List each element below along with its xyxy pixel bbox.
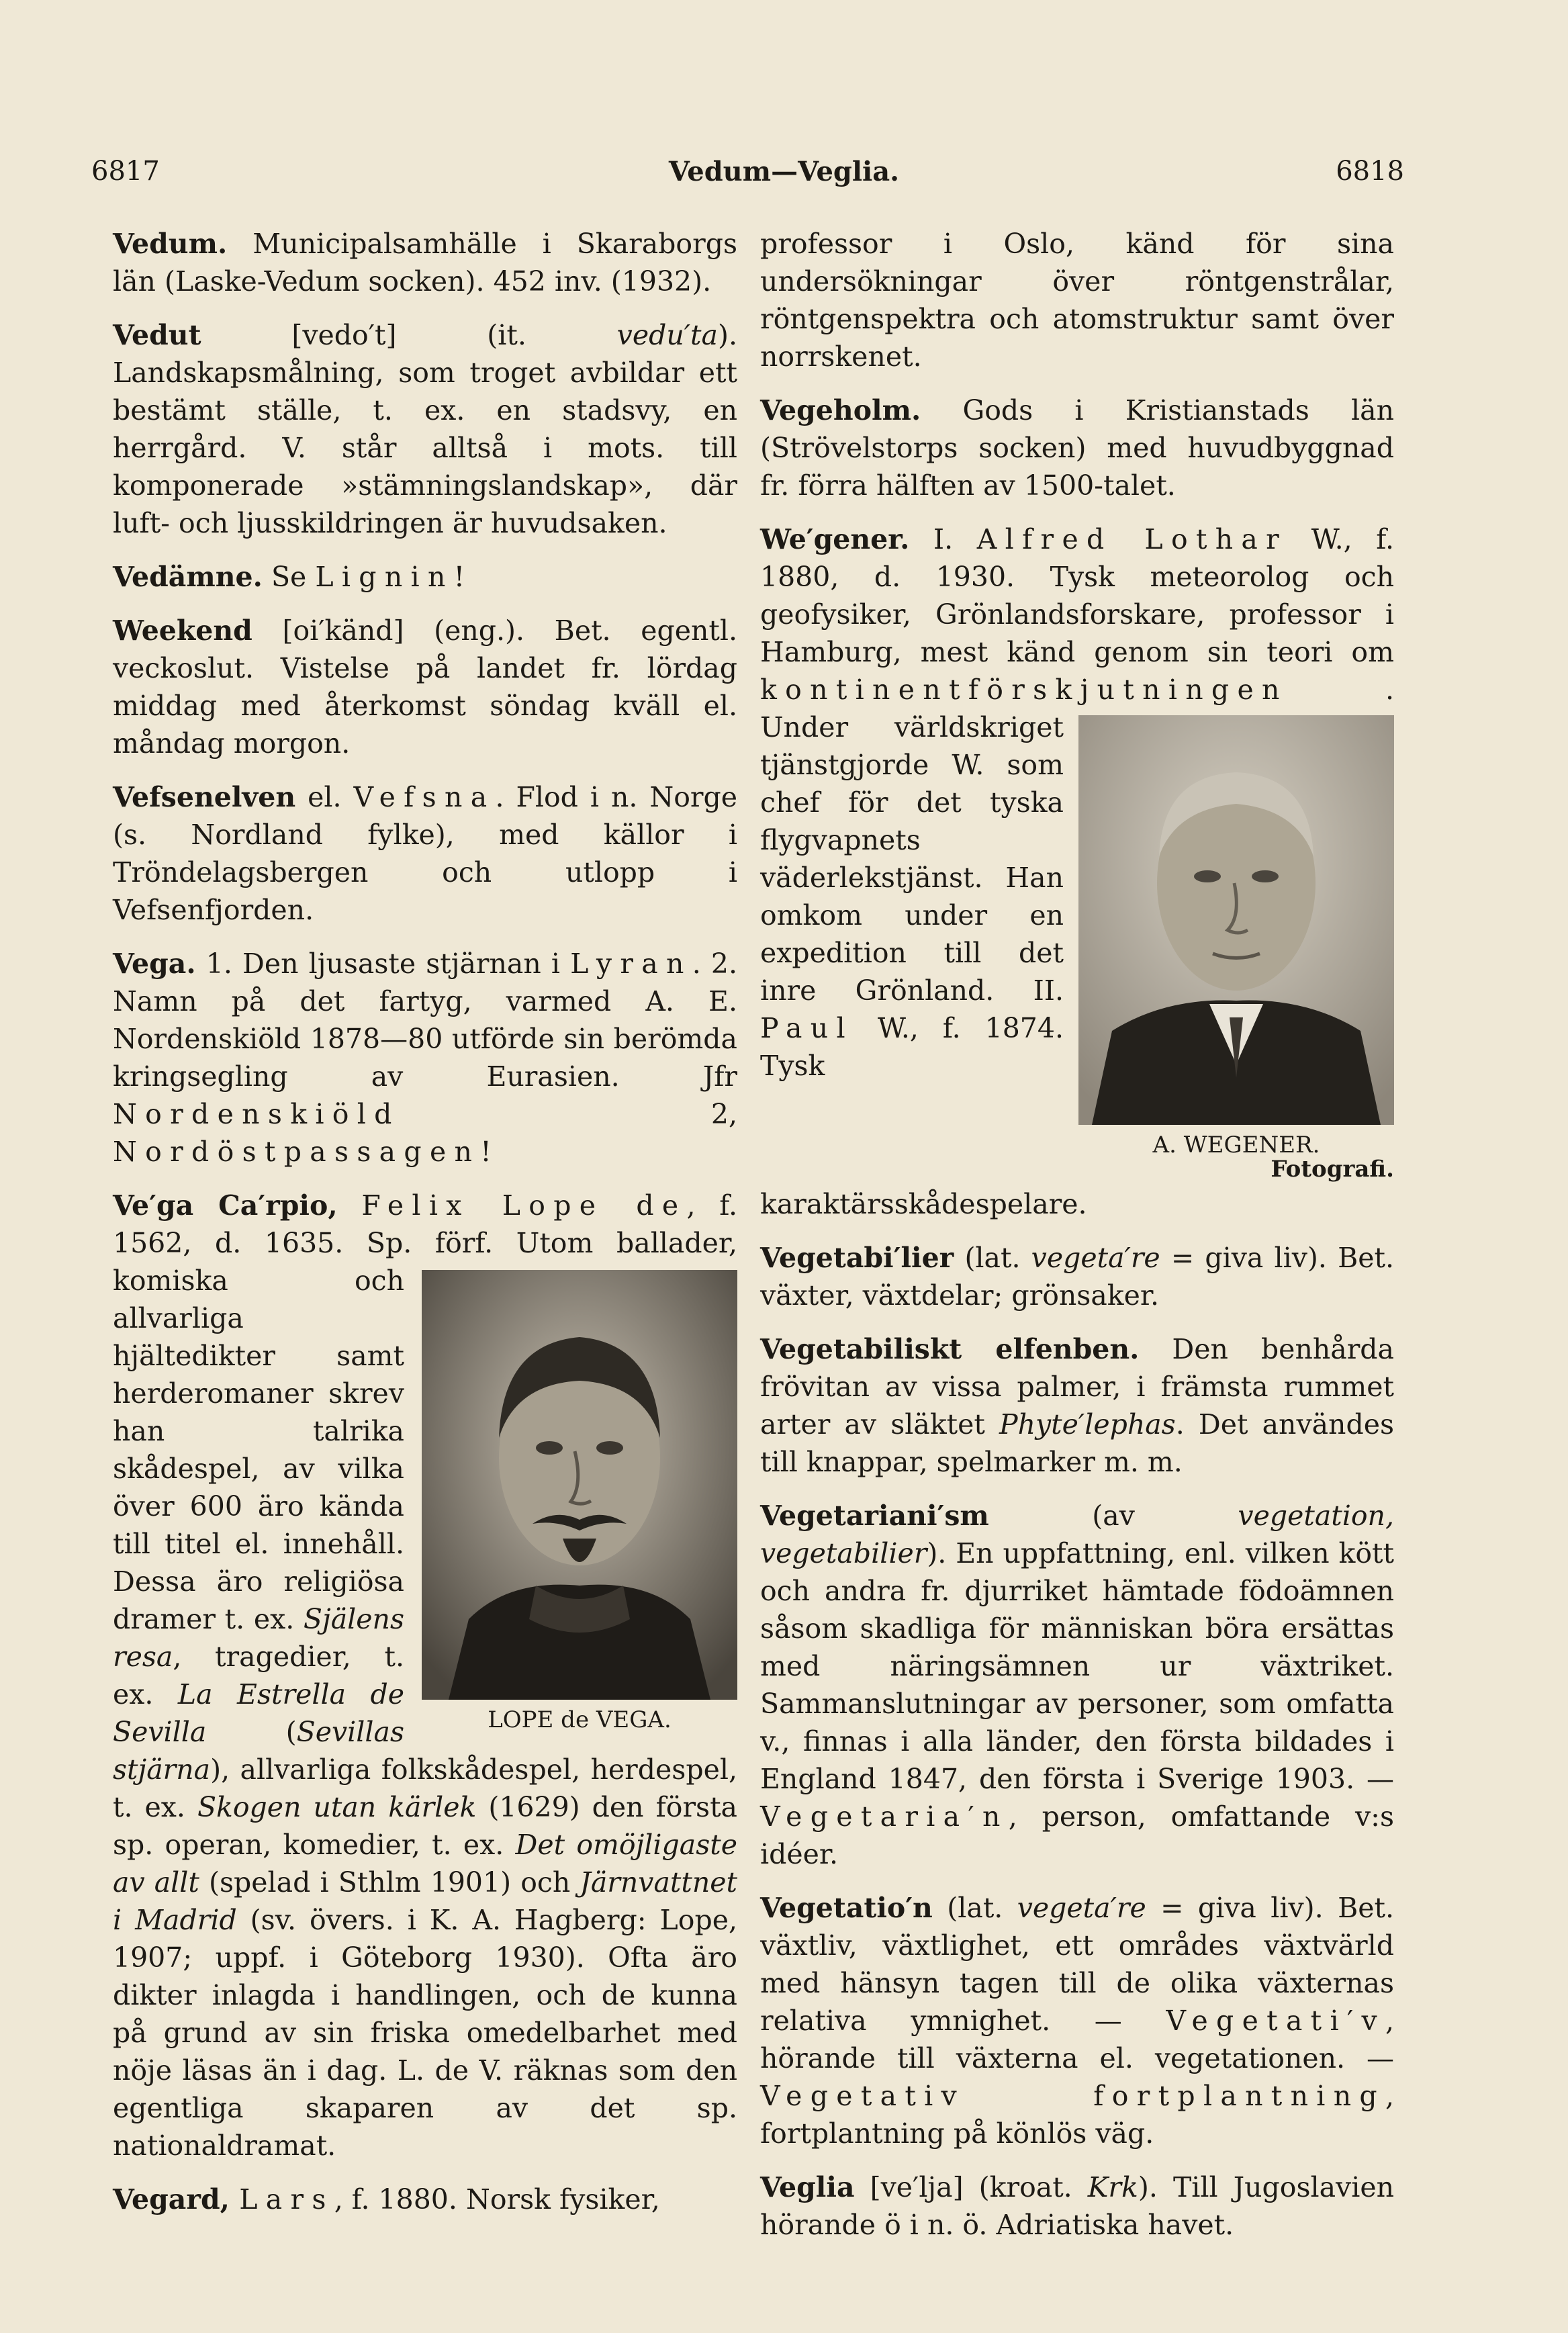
spaced-term: Vefsna bbox=[353, 781, 496, 813]
entry-vedamne bbox=[113, 558, 737, 596]
entry-text: ), allvarliga folkskådespel, herdespel, t. ex. bbox=[113, 1753, 737, 1823]
entry-text: el. bbox=[295, 781, 354, 813]
entry-text: Municipalsamhälle i Skaraborgs län (Laske-Vedum socken). 452 inv. (1932). bbox=[113, 228, 737, 298]
entry-italic: Krk bbox=[1087, 2171, 1138, 2203]
page-running-title: Vedum—Veglia. bbox=[668, 156, 900, 187]
entry-text: Gods i Kristianstads län (Strövelstorps socken) med huvudbyggnad fr. förra hälften av 1500-talet. bbox=[760, 394, 1394, 502]
entry-text: . Det användes till knappar, spelmarker m. m. bbox=[760, 1408, 1395, 1478]
entry-text: [oi′känd] (eng.). Bet. egentl. veckoslut. Vistelse på landet fr. lördag middag med återkomst söndag kväll el. måndag morgon. bbox=[113, 614, 737, 760]
entry-italic: Järnvattnet i Madrid bbox=[113, 1866, 737, 1936]
entry-text: Den benhårda frövitan av vissa palmer, i främsta rummet arter av släktet bbox=[760, 1333, 1394, 1440]
lope-de-vega-figure bbox=[422, 1270, 737, 1733]
entry-italic: Det omöjligaste av allt bbox=[113, 1829, 737, 1899]
wegener-caption: A. WEGENER. bbox=[1152, 1132, 1320, 1158]
entry-text: . Under världskriget tjänstgjorde W. som chef för det tyska flygvapnets väderlekstjänst. Han omkom under en expedition till det inre Grönland. II. bbox=[760, 674, 1394, 1007]
entry-italic: Skogen utan kärlek bbox=[197, 1791, 477, 1823]
entry-text: . Flod i n. Norge (s. Nordland fylke), med källor i Tröndelagsbergen och utlopp i Vefsenfjorden. bbox=[113, 781, 738, 926]
spaced-name: Paul bbox=[760, 1012, 854, 1044]
left-page-number: 6817 bbox=[91, 156, 160, 187]
entry-vegetation bbox=[760, 1889, 1394, 2152]
entry-vedum bbox=[113, 225, 737, 300]
left-column bbox=[113, 225, 737, 2234]
entry-text: (spelad i Sthlm 1901) och bbox=[199, 1866, 580, 1899]
entry-text: W., f. 1874. Tysk karaktärsskådespelare. bbox=[760, 1012, 1087, 1220]
wegener-portrait bbox=[1078, 715, 1394, 1125]
entry-text: , fortplantning på könlös väg. bbox=[760, 2080, 1394, 2150]
entry-term: Vefsenelven bbox=[113, 781, 296, 813]
entry-text: = giva liv). Bet. växter, växtdelar; grönsaker. bbox=[760, 1242, 1394, 1312]
spaced-term: kontinentförskjutningen bbox=[760, 674, 1288, 706]
entry-term: Vegeholm. bbox=[760, 394, 921, 426]
entry-vega bbox=[113, 945, 737, 1171]
entry-text: (av bbox=[988, 1500, 1238, 1532]
spaced-name: Lars bbox=[239, 2183, 334, 2215]
entry-text: (lat. bbox=[932, 1892, 1017, 1924]
right-column bbox=[760, 225, 1394, 2260]
entry-italic: vegetation, vegetabilier bbox=[760, 1500, 1394, 1569]
entry-term: Vegetabiliskt elfenben. bbox=[760, 1333, 1140, 1365]
entry-text: (sv. övers. i K. A. Hagberg: Lope, 1907; uppf. i Göteborg 1930). Ofta äro dikter inlagda i handlingen, och de kunna på grund av sin friska omedelbarhet med nöje läsas än i dag. L. de V. räknas som den egentliga skaparen av det sp. nationaldramat. bbox=[113, 1904, 737, 2162]
entry-vegetarianism bbox=[760, 1497, 1394, 1873]
entry-term: Vedum. bbox=[113, 228, 228, 260]
entry-term: Veglia bbox=[760, 2171, 855, 2203]
entry-text: . 2. Namn på det fartyg, varmed A. E. Nordenskiöld 1878—80 utförde sin berömda kringsegling av Eurasien. Jfr bbox=[113, 948, 737, 1093]
entry-italic: Sevillas stjärna bbox=[113, 1716, 404, 1786]
entry-text: Se bbox=[262, 561, 316, 593]
entry-italic: vedu′ta bbox=[616, 319, 718, 351]
entry-text: Utom ballader, komiska och allvarliga hjältedikter samt herderomaner skrev han talrika skådespel, av vilka över 600 äro kända till titel el. innehåll. Dessa äro religiösa dramer t. ex. bbox=[113, 1227, 738, 1635]
entry-vegetabilier bbox=[760, 1239, 1394, 1314]
entry-veglia bbox=[760, 2168, 1394, 2244]
entry-vegetabiliskt-elfenben bbox=[760, 1330, 1394, 1481]
entry-text: I. bbox=[909, 523, 977, 555]
entry-term: We′gener. bbox=[760, 523, 910, 555]
entry-italic: Phyte′lephas bbox=[999, 1408, 1176, 1440]
lope-de-vega-portrait bbox=[422, 1270, 737, 1700]
entry-text: ( bbox=[206, 1716, 297, 1748]
entry-text: ). Landskapsmålning, som troget avbildar ett bestämt ställe, t. ex. en stadsvy, en herrgård. V. står alltså i mots. till komponerade »stämningslandskap», där luft- och ljusskildringen är huvudsaken. bbox=[113, 319, 737, 539]
entry-text: , tragedier, t. ex. bbox=[113, 1641, 404, 1710]
wegener-figure bbox=[1078, 715, 1394, 1183]
entry-text: ! bbox=[453, 561, 465, 593]
entry-text: 1. Den ljusaste stjärnan i bbox=[195, 948, 571, 980]
entry-italic: La Estrella de Sevilla bbox=[113, 1678, 404, 1748]
spaced-name: Alfred Lothar bbox=[976, 523, 1288, 555]
right-page-number: 6818 bbox=[1336, 156, 1404, 187]
entry-text: , f. 1562, d. 1635. Sp. förf. bbox=[113, 1189, 737, 1259]
entry-text: ! bbox=[480, 1136, 492, 1168]
spaced-term: Vegetaria′n bbox=[760, 1800, 1009, 1833]
entry-italic: vegeta′re bbox=[1017, 1892, 1146, 1924]
entry-vegard-continued: professor i Oslo, känd för sina undersökningar över röntgenstrålar, röntgenspektra och atomstruktur samt över norrskenet. bbox=[760, 228, 1394, 373]
entry-text: (lat. bbox=[954, 1242, 1031, 1274]
entry-text: , f. 1880. Norsk fysiker, bbox=[334, 2183, 660, 2215]
lope-de-vega-caption: LOPE de VEGA. bbox=[488, 1706, 672, 1733]
entry-wegener bbox=[760, 520, 1394, 1223]
entry-text: [vedo′t] (it. bbox=[201, 319, 617, 351]
entry-term: Vegard, bbox=[113, 2183, 240, 2215]
entry-text: W., f. 1880, d. 1930. Tysk meteorolog och geofysiker, Grönlandsforskare, professor i Hamburg, mest känd genom sin teori om bbox=[760, 523, 1395, 668]
entry-italic: Själens resa bbox=[113, 1603, 404, 1673]
entry-vegeholm bbox=[760, 392, 1394, 504]
entry-weekend bbox=[113, 612, 737, 762]
entry-vegard bbox=[113, 2181, 737, 2218]
cross-reference: Nordenskiöld bbox=[113, 1098, 400, 1130]
entry-text: , person, omfattande v:s idéer. bbox=[760, 1800, 1394, 1870]
entry-vefsenelven bbox=[113, 778, 737, 929]
spaced-term: Vegetativ fortplantning bbox=[760, 2080, 1385, 2112]
entry-text: = giva liv). Bet. växtliv, växtlighet, ett områdes växtvärld med hänsyn tagen till de olika växternas relativa ymnighet. — bbox=[760, 1892, 1394, 2037]
entry-term: Vegetariani′sm bbox=[760, 1500, 989, 1532]
entry-vega-carpio bbox=[113, 1187, 737, 2164]
entry-term: Vegetatio′n bbox=[760, 1892, 933, 1924]
entry-text: ). En uppfattning, enl. vilken kött och andra fr. djurriket hämtade födoämnen såsom skadliga för människan böra ersättas med näringsämnen ur växtriket. Sammanslutningar av personer, som omfatta v., finnas i alla länder, den första bildades i England 1847, den första i Sverige 1903. — bbox=[760, 1537, 1394, 1795]
spaced-name: Felix Lope de bbox=[361, 1189, 687, 1222]
entry-text: ). Till Jugoslavien hörande ö i n. ö. Adriatiska havet. bbox=[760, 2171, 1395, 2241]
entry-italic: vegeta′re bbox=[1031, 1242, 1160, 1274]
entry-term: Vega. bbox=[113, 948, 196, 980]
entry-term: Vedämne. bbox=[113, 561, 263, 593]
entry-text: [ve′lja] (kroat. bbox=[854, 2171, 1088, 2203]
entry-text: 2, bbox=[400, 1098, 737, 1130]
entry-text: (1629) den första sp. operan, komedier, t. ex. bbox=[113, 1791, 738, 1861]
entry-term: Vegetabi′lier bbox=[760, 1242, 954, 1274]
entry-text: , hörande till växterna el. vegetationen. — bbox=[760, 2005, 1394, 2074]
photo-credit: Fotografi. bbox=[1271, 1156, 1394, 1183]
entry-vedut bbox=[113, 316, 737, 542]
entry-term: Ve′ga Ca′rpio, bbox=[113, 1189, 338, 1222]
entry-term: Vedut bbox=[113, 319, 201, 351]
cross-reference: Nordöstpassagen bbox=[113, 1136, 481, 1168]
cross-reference: Lyran bbox=[570, 948, 692, 980]
spaced-term: Vegetati′v bbox=[1166, 2005, 1385, 2037]
cross-reference: Lignin bbox=[315, 561, 454, 593]
entry-term: Weekend bbox=[113, 614, 252, 647]
